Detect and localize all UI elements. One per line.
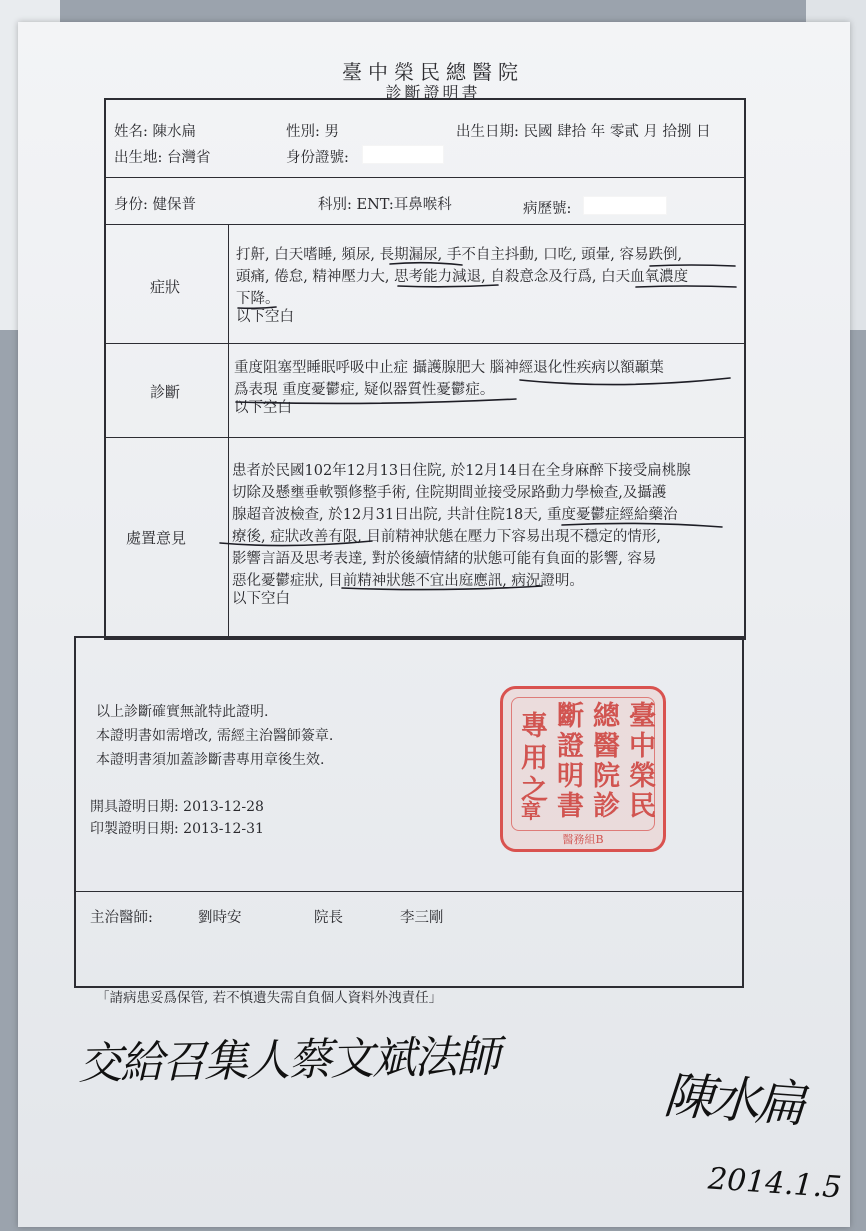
seal-char: 斷 — [557, 701, 584, 732]
seal-char: 總 — [593, 701, 620, 732]
certification-line: 本證明書須加蓋診斷書專用章後生效. — [96, 752, 325, 768]
redacted-record-number — [583, 196, 667, 215]
record-field — [523, 197, 571, 218]
seal-char: 中 — [629, 731, 656, 762]
hospital-seal — [500, 686, 666, 852]
seal-footer: 醫務組B — [562, 833, 604, 846]
seal-char: 診 — [593, 791, 620, 822]
treatment-line: 惡化憂鬱症狀, 目前精神狀態不宜出庭應訊, 病況證明。 — [232, 573, 584, 589]
birthplace-field — [114, 146, 211, 167]
divider — [74, 891, 742, 892]
seal-char: 榮 — [629, 761, 656, 792]
identity-value: 健保普 — [152, 197, 196, 213]
seal-char: 證 — [557, 731, 584, 762]
issue-date-value: 2013-12-28 — [183, 799, 264, 815]
sex-label: 性別: — [286, 124, 320, 140]
symptoms-line: 頭痛, 倦怠, 精神壓力大, 思考能力減退, 自殺意念及行爲, 白天血氧濃度 — [236, 269, 689, 285]
seal-char: 專 — [521, 711, 548, 742]
treatment-line: 影響言語及思考表達, 對於後續情緒的狀態可能有負面的影響, 容易 — [232, 551, 657, 567]
divider — [104, 343, 744, 344]
divider — [104, 224, 744, 225]
seal-char: 民 — [629, 791, 656, 822]
sex-value: 男 — [324, 124, 339, 140]
certification-text — [96, 700, 333, 772]
doctor-name: 劉時安 — [198, 910, 242, 926]
print-date-value: 2013-12-31 — [183, 821, 264, 837]
treatment-line: 患者於民國102年12月13日住院, 於12月14日在全身麻醉下接受扁桃腺 — [232, 463, 691, 479]
hospital-name: 臺中榮民總醫院 — [342, 60, 524, 84]
seal-char: 之 — [521, 775, 548, 806]
dob-label: 出生日期: — [456, 124, 519, 140]
name-field — [114, 120, 196, 141]
redacted-id — [362, 145, 444, 164]
certification-line: 以上診斷確實無訛特此證明. — [96, 704, 269, 720]
handwritten-date: 2014.1.5 — [706, 1161, 843, 1206]
identity-label: 身份: — [114, 197, 148, 213]
record-label: 病歷號: — [523, 201, 572, 217]
issue-date-field — [90, 796, 264, 816]
label-column-divider — [228, 224, 229, 636]
dept-value: ENT:耳鼻喉科 — [356, 197, 452, 213]
seal-char: 用 — [521, 743, 548, 774]
print-date-label: 印製證明日期: — [90, 821, 179, 837]
birthplace-value: 台灣省 — [167, 150, 211, 166]
diagnosis-line: 重度阻塞型睡眠呼吸中止症 攝護腺肥大 腦神經退化性疾病以額顳葉 — [234, 360, 664, 376]
seal-char: 臺 — [629, 701, 656, 732]
doctor-label: 主治醫師: — [90, 910, 153, 926]
treatment-line: 以下空白 — [232, 591, 290, 607]
diagnosis-line: 爲表現 重度憂鬱症, 疑似器質性憂鬱症。 — [234, 382, 495, 398]
name-value: 陳水扁 — [152, 124, 196, 140]
dob-field — [456, 120, 711, 141]
id-field — [286, 146, 349, 167]
symptoms-text — [236, 244, 741, 328]
document-title: 診斷證明書 — [385, 83, 481, 102]
divider — [104, 437, 744, 438]
name-label: 姓名: — [114, 124, 148, 140]
treatment-line: 切除及懸壅垂軟顎修整手術, 住院期間並接受尿路動力學檢查,及攝護 — [232, 485, 667, 501]
treatment-text — [232, 460, 740, 610]
symptoms-line: 以下空白 — [236, 309, 294, 325]
seal-char: 明 — [557, 761, 584, 792]
seal-char: 章 — [521, 799, 541, 823]
treatment-line: 腺超音波檢查, 於12月31日出院, 共計住院18天, 重度憂鬱症經給藥治 — [232, 507, 678, 523]
diagnosis-line: 以下空白 — [234, 400, 292, 416]
dept-field — [318, 193, 452, 214]
symptoms-line: 打鼾, 白天嗜睡, 頻尿, 長期漏尿, 手不自主抖動, 口吃, 頭暈, 容易跌倒, — [236, 247, 683, 263]
dob-value: 民國 肆拾 年 零貳 月 拾捌 日 — [523, 124, 711, 140]
birthplace-label: 出生地: — [114, 150, 163, 166]
handwritten-note: 交給召集人蔡文斌法師 — [77, 1031, 499, 1090]
handwritten-signature: 陳水扁 — [661, 1066, 804, 1134]
privacy-notice: 「請病患妥爲保管, 若不慎遺失需自負個人資料外洩責任」 — [96, 990, 443, 1006]
diagnosis-label: 診斷 — [150, 383, 181, 401]
id-label: 身份證號: — [286, 150, 349, 166]
diagnosis-text — [234, 357, 739, 419]
director-name: 李三剛 — [400, 910, 444, 926]
symptoms-line: 下降。 — [236, 291, 280, 307]
divider — [104, 177, 744, 178]
treatment-line: 療後, 症狀改善有限, 目前精神狀態在壓力下容易出現不穩定的情形, — [232, 529, 662, 545]
treatment-label: 處置意見 — [126, 529, 187, 547]
identity-field — [114, 193, 196, 214]
seal-char: 書 — [557, 791, 584, 822]
print-date-field — [90, 818, 264, 838]
issue-date-label: 開具證明日期: — [90, 799, 179, 815]
dept-label: 科別: — [318, 197, 352, 213]
seal-char: 院 — [593, 761, 620, 792]
director-label: 院長 — [314, 910, 343, 926]
certification-line: 本證明書如需增改, 需經主治醫師簽章. — [96, 728, 334, 744]
symptoms-label: 症狀 — [150, 278, 181, 296]
seal-char: 醫 — [593, 731, 620, 762]
sex-field — [286, 120, 339, 141]
